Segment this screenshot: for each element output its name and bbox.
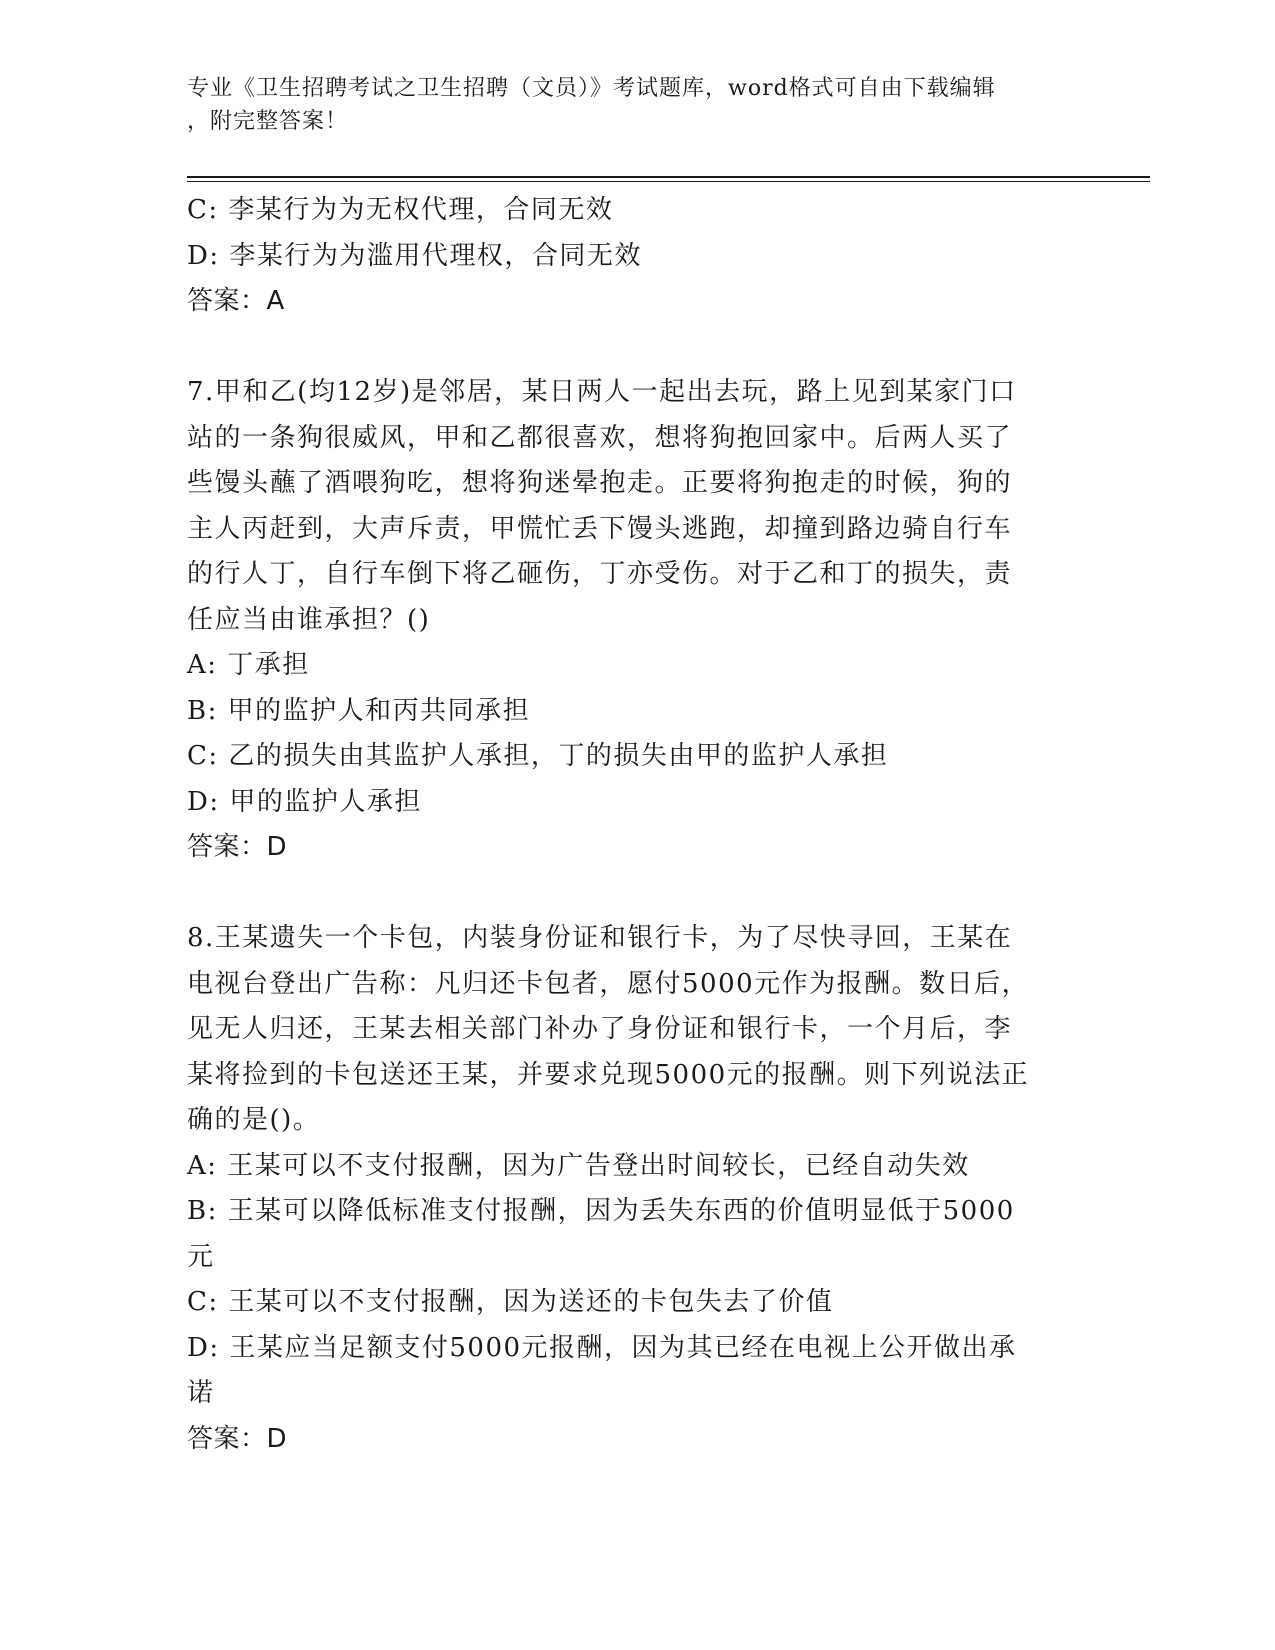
stem-line: 某将捡到的卡包送还王某，并要求兑现5000元的报酬。则下列说法正: [187, 1059, 1030, 1090]
document-header: [187, 72, 1067, 138]
stem-line: 的行人丁，自行车倒下将乙砸伤，丁亦受伤。对于乙和丁的损失，责: [187, 559, 1013, 589]
option-d: D: 李某行为为滥用代理权，合同无效: [187, 240, 642, 271]
option-a: A: 丁承担: [187, 650, 310, 680]
stem-line: 确的是()。: [187, 1105, 321, 1135]
option-b: B: 甲的监护人和丙共同承担: [187, 695, 531, 726]
stem-line: 7.甲和乙(均12岁)是邻居，某日两人一起出去玩，路上见到某家门口: [187, 377, 1017, 407]
previous-question-tail: [187, 188, 1067, 325]
question-content: [187, 188, 1067, 1462]
option-d: D: 王某应当足额支付5000元报酬，因为其已经在电视上公开做出承: [187, 1332, 1017, 1363]
stem-line: 8.王某遗失一个卡包，内装身份证和银行卡，为了尽快寻回，王某在: [187, 923, 1013, 953]
answer-label: 答案：A: [187, 286, 285, 316]
stem-line: 见无人归还，王某去相关部门补办了身份证和银行卡，一个月后，李: [187, 1014, 1013, 1044]
answer-label: 答案：D: [187, 1423, 288, 1454]
option-d-continued: 诺: [187, 1378, 215, 1408]
question-stem: [187, 370, 1067, 643]
header-divider-thick: [187, 176, 1150, 178]
spacer: [187, 871, 1067, 917]
option-b: B: 王某可以降低标准支付报酬，因为丢失东西的价值明显低于5000: [187, 1196, 1015, 1226]
header-line-2: ，附完整答案！: [187, 109, 349, 134]
question-8: [187, 916, 1067, 1462]
header-divider-thin: [187, 181, 1150, 182]
option-c: C: 乙的损失由其监护人承担，丁的损失由甲的监护人承担: [187, 741, 889, 771]
option-b-continued: 元: [187, 1241, 215, 1272]
option-a: A: 王某可以不支付报酬，因为广告登出时间较长，已经自动失效: [187, 1150, 970, 1181]
stem-line: 电视台登出广告称：凡归还卡包者，愿付5000元作为报酬。数日后，: [187, 968, 1030, 999]
option-d: D: 甲的监护人承担: [187, 786, 422, 817]
option-c: C: 王某可以不支付报酬，因为送还的卡包失去了价值: [187, 1287, 834, 1317]
answer-label: 答案：D: [187, 832, 288, 862]
stem-line: 任应当由谁承担？(): [187, 604, 431, 635]
question-7: [187, 370, 1067, 871]
option-c: C: 李某行为为无权代理，合同无效: [187, 195, 614, 225]
stem-line: 站的一条狗很威风，甲和乙都很喜欢，想将狗抱回家中。后两人买了: [187, 422, 1013, 453]
header-line-1: 专业《卫生招聘考试之卫生招聘（文员）》考试题库，word格式可自由下载编辑: [187, 76, 996, 101]
spacer: [187, 325, 1067, 371]
stem-line: 主人丙赶到，大声斥责，甲慌忙丢下馒头逃跑，却撞到路边骑自行车: [187, 513, 1013, 544]
question-stem: [187, 916, 1067, 1144]
stem-line: 些馒头蘸了酒喂狗吃，想将狗迷晕抱走。正要将狗抱走的时候，狗的: [187, 468, 1013, 498]
